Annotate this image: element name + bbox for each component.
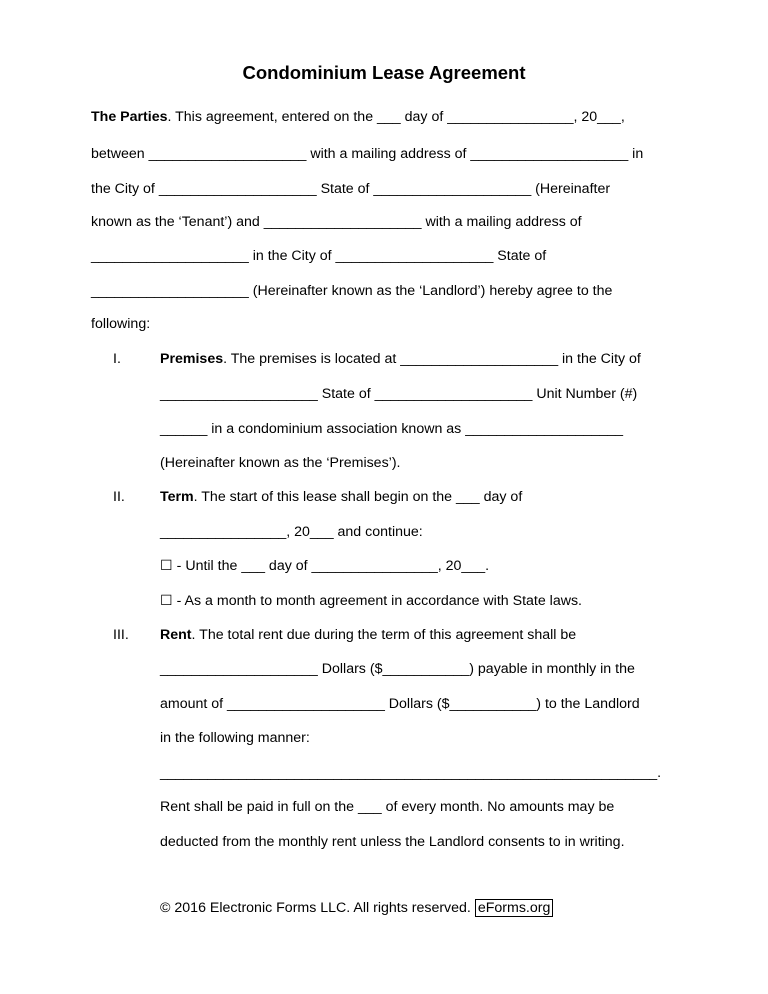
rent-line-7: deducted from the monthly rent unless the Landlord consents to in writing. — [160, 834, 625, 850]
document-title: Condominium Lease Agreement — [242, 62, 526, 83]
rent-line-6: Rent shall be paid in full on the ___ of every month. No amounts may be — [160, 799, 615, 815]
premises-heading: Premises — [160, 351, 224, 367]
parties-line-7: following: — [91, 316, 151, 332]
rent-line-3: amount of ____________________ Dollars ($___________) to the Landlord — [160, 696, 640, 712]
term-option-month-to-month[interactable]: ☐ - As a month to month agreement in accordance with State laws. — [160, 593, 583, 609]
parties-line-6: ____________________ (Hereinafter known as the ‘Landlord’) hereby agree to the — [91, 283, 613, 299]
parties-line-2: between ____________________ with a mailing address of ____________________ in — [91, 146, 644, 162]
footer — [160, 899, 553, 917]
premises-line-2: ____________________ State of ____________________ Unit Number (#) — [160, 386, 638, 402]
term-option-until[interactable]: ☐ - Until the ___ day of ________________, 20___. — [160, 558, 490, 574]
term-line-1: Term. The start of this lease shall begin on the ___ day of — [160, 489, 523, 505]
parties-line-5: ____________________ in the City of ____________________ State of — [91, 248, 547, 264]
premises-line-4: (Hereinafter known as the ‘Premises’). — [160, 455, 401, 471]
parties-line-4: known as the ‘Tenant’) and ____________________ with a mailing address of — [91, 214, 582, 230]
footer-copyright: © 2016 Electronic Forms LLC. All rights reserved. — [160, 900, 475, 916]
premises-line-3: ______ in a condominium association known as ____________________ — [160, 421, 624, 437]
rent-line-2: ____________________ Dollars ($___________) payable in monthly in the — [160, 661, 635, 677]
section-numeral-1: I. — [113, 351, 121, 367]
section-numeral-2: II. — [113, 489, 125, 505]
rent-heading: Rent — [160, 627, 192, 643]
term-heading: Term — [160, 489, 194, 505]
parties-line-3: the City of ____________________ State of ____________________ (Hereinafter — [91, 181, 611, 197]
rent-line-1: Rent. The total rent due during the term of this agreement shall be — [160, 627, 577, 643]
rent-line-4: in the following manner: — [160, 730, 310, 746]
eforms-link[interactable]: eForms.org — [475, 899, 554, 917]
parties-heading: The Parties — [91, 109, 168, 125]
parties-line-1: The Parties. This agreement, entered on the ___ day of ________________, 20___, — [91, 109, 625, 125]
term-line-2: ________________, 20___ and continue: — [160, 524, 423, 540]
rent-line-5: _______________________________________________________________. — [160, 765, 662, 781]
section-numeral-3: III. — [113, 627, 129, 643]
premises-line-1: Premises. The premises is located at ____________________ in the City of — [160, 351, 641, 367]
